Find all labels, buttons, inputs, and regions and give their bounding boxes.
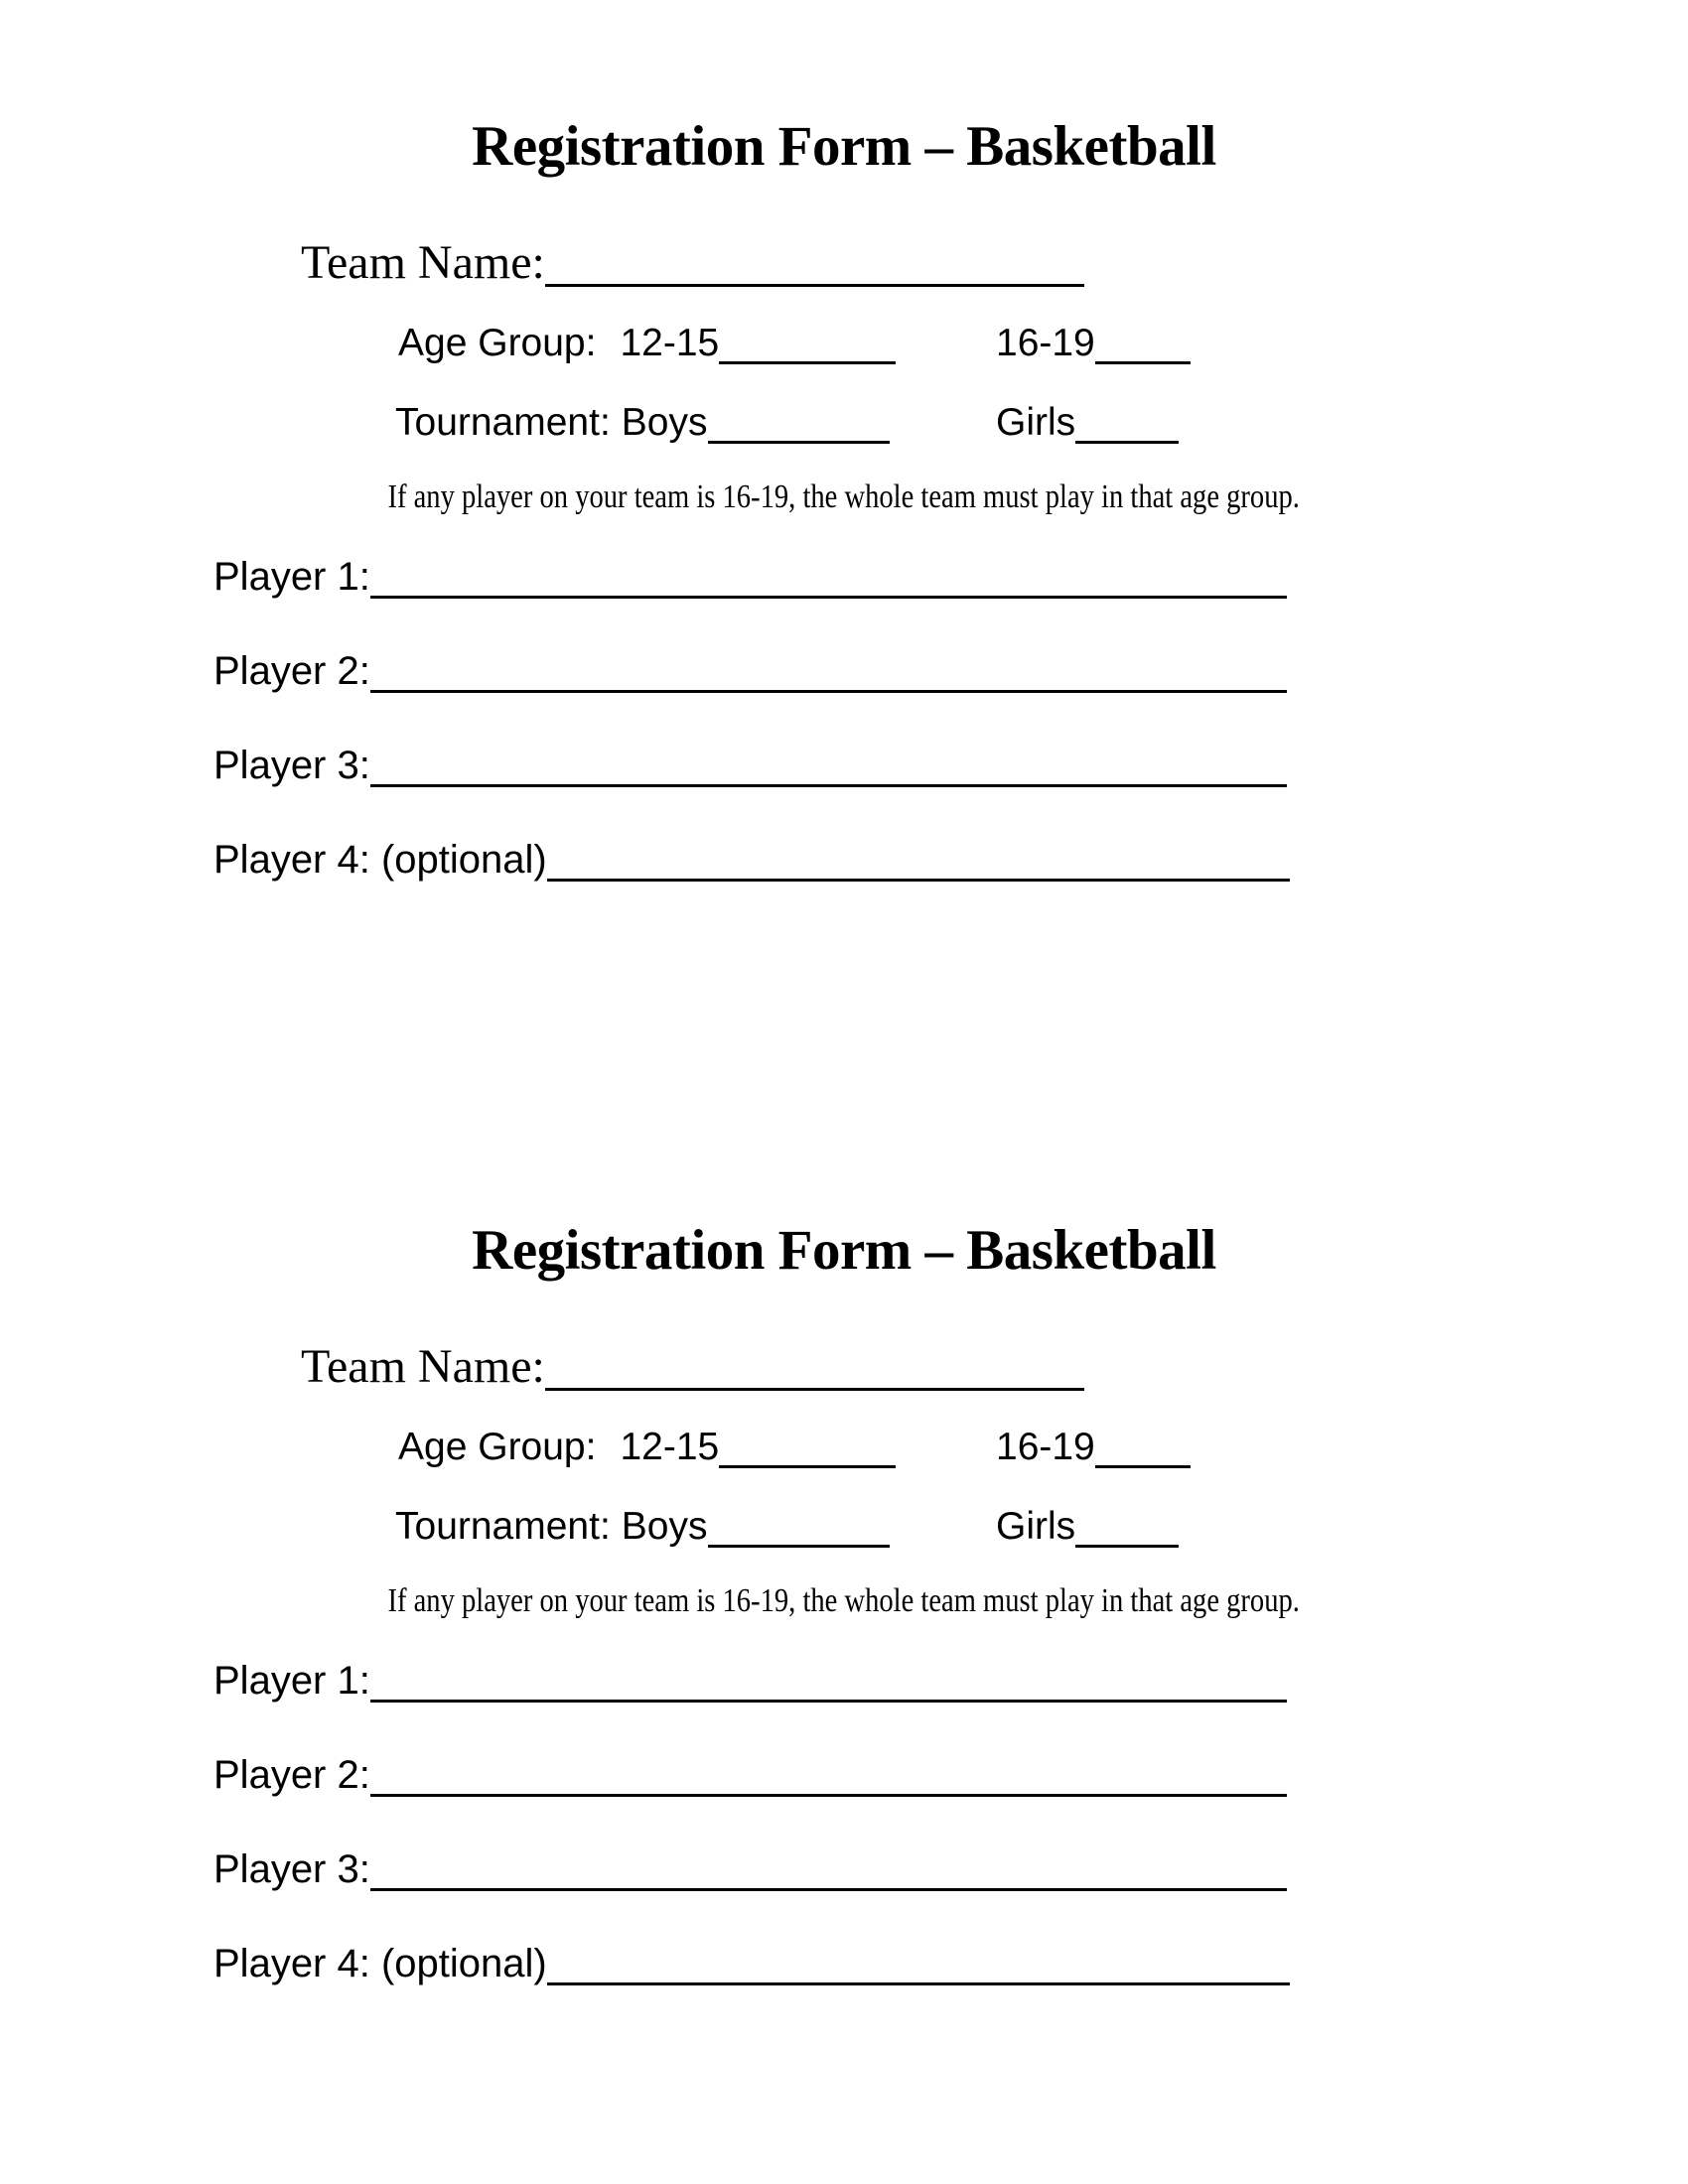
age-group-row bbox=[0, 322, 1688, 371]
boys-field bbox=[708, 411, 890, 444]
age-16-19-field bbox=[1095, 332, 1191, 364]
form-title: Registration Form – Basketball bbox=[472, 115, 1216, 178]
age-group-row bbox=[0, 1426, 1688, 1475]
tournament-option-boys: Boys bbox=[621, 401, 708, 444]
note-text: If any player on your team is 16-19, the whole team must play in that age group. bbox=[387, 478, 1301, 515]
player-3-row bbox=[213, 1846, 1287, 1892]
note-row bbox=[0, 1579, 1688, 1623]
tournament-row bbox=[0, 1505, 1688, 1555]
note-text: If any player on your team is 16-19, the whole team must play in that age group. bbox=[387, 1582, 1301, 1619]
player-4-label: Player 4: (optional) bbox=[213, 838, 547, 882]
player-1-row bbox=[213, 554, 1287, 600]
player-2-field bbox=[370, 660, 1287, 693]
form-title: Registration Form – Basketball bbox=[472, 1219, 1216, 1282]
player-2-label: Player 2: bbox=[213, 1753, 370, 1797]
tournament-row bbox=[0, 401, 1688, 451]
boys-field bbox=[708, 1515, 890, 1548]
tournament-col-boys bbox=[395, 1505, 890, 1549]
player-4-label: Player 4: (optional) bbox=[213, 1942, 547, 1985]
age-group-label: Age Group: bbox=[398, 1426, 597, 1468]
player-3-field bbox=[370, 1858, 1287, 1891]
player-3-row bbox=[213, 743, 1287, 788]
team-name-field bbox=[545, 254, 1084, 287]
player-3-label: Player 3: bbox=[213, 744, 370, 787]
player-1-label: Player 1: bbox=[213, 555, 370, 599]
age-option-12-15: 12-15 bbox=[620, 322, 720, 364]
player-4-row bbox=[213, 1941, 1290, 1986]
player-4-row bbox=[213, 837, 1290, 883]
tournament-col-girls bbox=[996, 1505, 1179, 1549]
age-group-col-12-15 bbox=[398, 322, 896, 365]
girls-field bbox=[1075, 411, 1179, 444]
player-1-row bbox=[213, 1658, 1287, 1704]
player-1-field bbox=[370, 1670, 1287, 1703]
age-option-12-15: 12-15 bbox=[620, 1426, 720, 1468]
player-4-field bbox=[547, 849, 1290, 882]
age-option-16-19: 16-19 bbox=[996, 322, 1095, 364]
age-group-col-12-15 bbox=[398, 1426, 896, 1469]
team-name-row bbox=[301, 1340, 1084, 1394]
player-1-field bbox=[370, 566, 1287, 599]
girls-field bbox=[1075, 1515, 1179, 1548]
age-12-15-field bbox=[719, 1435, 896, 1468]
tournament-col-girls bbox=[996, 401, 1179, 445]
player-1-label: Player 1: bbox=[213, 1659, 370, 1703]
age-option-16-19: 16-19 bbox=[996, 1426, 1095, 1468]
player-2-field bbox=[370, 1764, 1287, 1797]
player-2-row bbox=[213, 1752, 1287, 1798]
team-name-field bbox=[545, 1358, 1084, 1391]
player-3-label: Player 3: bbox=[213, 1847, 370, 1891]
player-2-row bbox=[213, 648, 1287, 694]
player-4-field bbox=[547, 1953, 1290, 1985]
age-12-15-field bbox=[719, 332, 896, 364]
player-3-field bbox=[370, 754, 1287, 787]
tournament-option-girls: Girls bbox=[996, 1505, 1076, 1548]
team-name-label: Team Name: bbox=[301, 1340, 545, 1393]
tournament-option-boys: Boys bbox=[621, 1505, 708, 1548]
tournament-option-girls: Girls bbox=[996, 401, 1076, 444]
tournament-col-boys bbox=[395, 401, 890, 445]
note-row bbox=[0, 476, 1688, 519]
age-group-col-16-19 bbox=[996, 1426, 1191, 1469]
tournament-label: Tournament: bbox=[395, 401, 611, 444]
age-group-col-16-19 bbox=[996, 322, 1191, 365]
form-copy-2 bbox=[0, 1104, 1688, 2184]
age-group-label: Age Group: bbox=[398, 322, 597, 364]
player-2-label: Player 2: bbox=[213, 649, 370, 693]
age-16-19-field bbox=[1095, 1435, 1191, 1468]
team-name-label: Team Name: bbox=[301, 236, 545, 289]
team-name-row bbox=[301, 236, 1084, 290]
tournament-label: Tournament: bbox=[395, 1505, 611, 1548]
